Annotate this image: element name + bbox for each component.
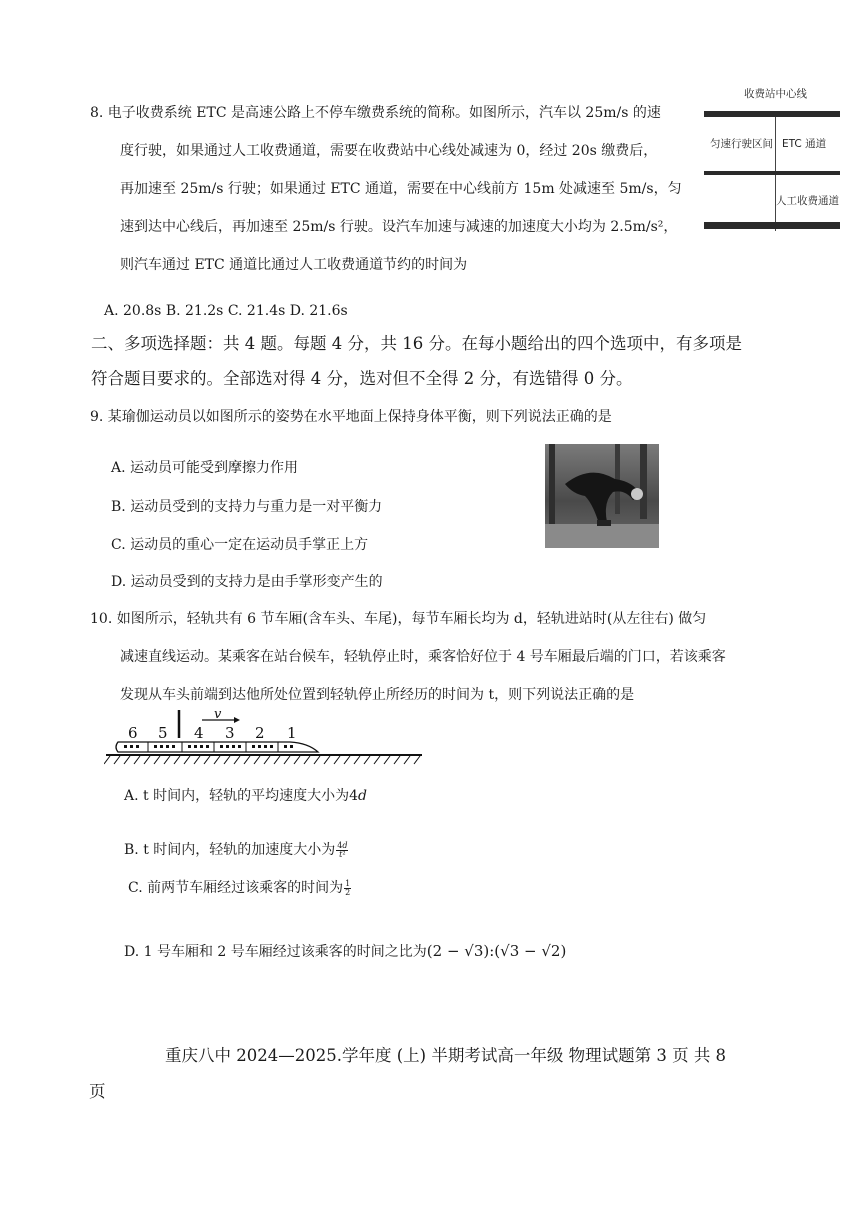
q10-option-a-text: A. t 时间内，轻轨的平均速度大小为 xyxy=(124,788,350,804)
velocity-label: v xyxy=(214,707,222,722)
q10-option-b-fraction xyxy=(336,842,348,859)
manual-lane-label: 人工收费通道 xyxy=(776,195,839,207)
q10-option-d xyxy=(124,941,566,962)
fraction-numerator: 4𝑑 xyxy=(337,840,348,850)
q10-option-d-math: (2 − √3):(√3 − √2) xyxy=(426,942,567,960)
q8-line-1: 8. 电子收费系统 ETC 是高速公路上不停车缴费系统的简称。如图所示，汽车以 25m/s 的速 xyxy=(90,105,661,121)
fraction-numerator: 1 xyxy=(345,878,351,888)
toll-center-line-label: 收费站中心线 xyxy=(744,88,807,100)
fraction-denominator: 2 xyxy=(345,887,351,897)
q10-option-c-fraction xyxy=(344,880,351,897)
fraction-denominator: 𝑡² xyxy=(339,849,346,859)
light-rail-diagram xyxy=(104,706,424,768)
etc-lane-label: ETC 通道 xyxy=(782,138,827,150)
q9-option-a: A. 运动员可能受到摩擦力作用 xyxy=(111,460,299,476)
car-label-5: 5 xyxy=(158,724,168,742)
page-footer-line-2: 页 xyxy=(89,1082,106,1101)
q8-line-2: 度行驶，如果通过人工收费通道，需要在收费站中心线处减速为 0，经过 20s 缴费后， xyxy=(120,143,658,159)
q9-option-d: D. 运动员受到的支持力是由手掌形变产生的 xyxy=(111,574,383,590)
road-edge-top xyxy=(704,111,840,117)
q10-option-a-math: 4𝑑 xyxy=(349,788,367,804)
q10-option-b-text: B. t 时间内，轻轨的加速度大小为 xyxy=(124,842,336,858)
car-label-1: 1 xyxy=(287,724,297,742)
page-footer-line-1: 重庆八中 2024—2025.学年度 (上) 半期考试高一年级 物理试题第 3 页 共 8 xyxy=(165,1046,727,1065)
q10-option-d-text: D. 1 号车厢和 2 号车厢经过该乘客的时间之比为 xyxy=(124,944,427,960)
q9-option-c: C. 运动员的重心一定在运动员手掌正上方 xyxy=(111,537,369,553)
etc-toll-diagram xyxy=(704,80,840,236)
q10-option-c-text: C. 前两节车厢经过该乘客的时间为 xyxy=(128,880,344,896)
q8-line-5: 则汽车通过 ETC 通道比通过人工收费通道节约的时间为 xyxy=(120,257,468,273)
q10-line-2: 减速直线运动。某乘客在站台候车，轻轨停止时，乘客恰好位于 4 号车厢最后端的门口，若该乘客 xyxy=(120,649,726,665)
car-label-2: 2 xyxy=(255,724,265,742)
car-label-3: 3 xyxy=(225,724,235,742)
q10-option-a xyxy=(124,786,367,806)
section2-line-1: 二、多项选择题：共 4 题。每题 4 分，共 16 分。在每小题给出的四个选项中，有多项是 xyxy=(91,334,742,353)
q8-line-4: 速到达中心线后，再加速至 25m/s 行驶。设汽车加速与减速的加速度大小均为 2.5m/s²， xyxy=(120,219,678,235)
q10-line-3: 发现从车头前端到达他所处位置到轻轨停止所经历的时间为 t，则下列说法正确的是 xyxy=(120,687,635,703)
q8-line-3: 再加速至 25m/s 行驶；如果通过 ETC 通道，需要在中心线前方 15m 处减速至 5m/s，匀 xyxy=(120,181,682,197)
car-label-6: 6 xyxy=(128,724,138,742)
yoga-athlete-photo xyxy=(545,444,659,548)
q10-line-1: 10. 如图所示，轻轨共有 6 节车厢(含车头、车尾)，每节车厢长均为 d，轻轨进站时(从左往右) 做匀 xyxy=(90,611,707,627)
uniform-zone-label: 匀速行驶区间 xyxy=(710,138,773,150)
q10-option-b xyxy=(124,840,349,860)
lane-divider xyxy=(704,171,840,175)
road-edge-bottom xyxy=(704,222,840,229)
q8-options: A. 20.8s B. 21.2s C. 21.4s D. 21.6s xyxy=(104,303,348,319)
section2-line-2: 符合题目要求的。全部选对得 4 分，选对但不全得 2 分，有选错得 0 分。 xyxy=(91,369,633,388)
car-label-4: 4 xyxy=(194,724,204,742)
q9-option-b: B. 运动员受到的支持力与重力是一对平衡力 xyxy=(111,499,383,515)
q9-stem: 9. 某瑜伽运动员以如图所示的姿势在水平地面上保持身体平衡，则下列说法正确的是 xyxy=(90,409,612,425)
q10-option-c xyxy=(128,878,352,898)
